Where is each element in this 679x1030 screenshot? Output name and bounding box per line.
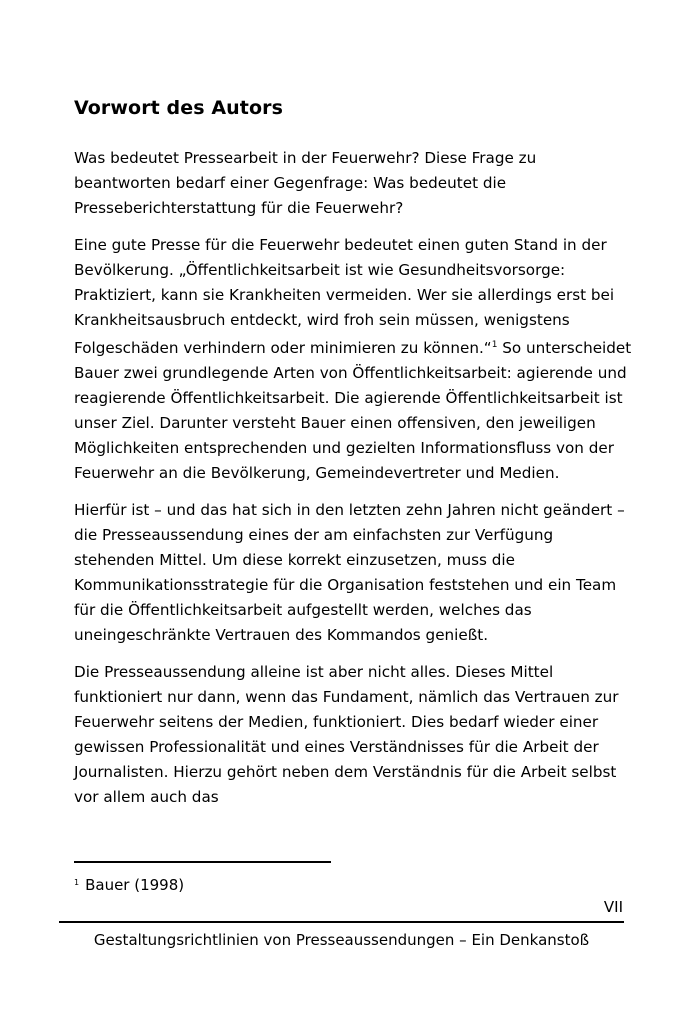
running-footer: Gestaltungsrichtlinien von Presseaussendungen – Ein Denkanstoß: [93, 931, 590, 949]
footnote: [74, 876, 184, 894]
footnote-divider: [74, 861, 331, 863]
paragraph-4: Die Presseaussendung alleine ist aber nicht alles. Dieses Mittel funktioniert nur dann, wenn das Fundament, nämlich das Vertrauen zur Feuerwehr seitens der Medien, funktioniert. Dies bedarf wieder einer gewissen Professionalität und eines Verständnisses für die Arbeit der Journalisten. Hierzu gehört neben dem Verständnis für die Arbeit selbst vor allem auch das: [74, 663, 619, 807]
footnote-reference: 1: [491, 340, 498, 350]
footer-divider: [59, 921, 624, 923]
paragraph-1: Was bedeutet Pressearbeit in der Feuerwehr? Diese Frage zu beantworten bedarf einer Gegenfrage: Was bedeutet die Presseberichterstattung für die Feuerwehr?: [74, 149, 537, 217]
footnote-text: Bauer (1998): [85, 876, 185, 894]
paragraph-2-text-b: So unterscheidet Bauer zwei grundlegende Arten von Öffentlichkeitsarbeit: agierende und reagierende Öffentlichkeitsarbeit. Die agierende Öffentlichkeitsarbeit ist unser Ziel. Darunter versteht Bauer einen offensiven, den jeweiligen Möglichkeiten entsprechenden und gezielten Informationsfluss von der Feuerwehr an die Bevölkerung, Gemeindevertreter und Medien.: [74, 339, 632, 483]
paragraph-3: Hierfür ist – und das hat sich in den letzten zehn Jahren nicht geändert – die Presseaussendung eines der am einfachsten zur Verfügung stehenden Mittel. Um diese korrekt einzusetzen, muss die Kommunikationsstrategie für die Organisation feststehen und ein Team für die Öffentlichkeitsarbeit aufgestellt werden, welches das uneingeschränkte Vertrauen des Kommandos genießt.: [74, 501, 625, 645]
paragraph-2: [74, 233, 634, 486]
section-heading: Vorwort des Autors: [74, 97, 284, 119]
paragraph-2-text-a: Eine gute Presse für die Feuerwehr bedeutet einen guten Stand in der Bevölkerung. „Öffentlichkeitsarbeit ist wie Gesundheitsvorsorge: Praktiziert, kann sie Krankheiten vermeiden. Wer sie allerdings erst bei Krankheitsausbruch entdeckt, wird froh sein müssen, wenigstens Folgeschäden verhindern oder minimieren zu können.“: [74, 236, 615, 358]
page-number: VII: [603, 898, 623, 916]
body-text: [74, 146, 634, 822]
footnote-number: 1: [74, 878, 80, 887]
